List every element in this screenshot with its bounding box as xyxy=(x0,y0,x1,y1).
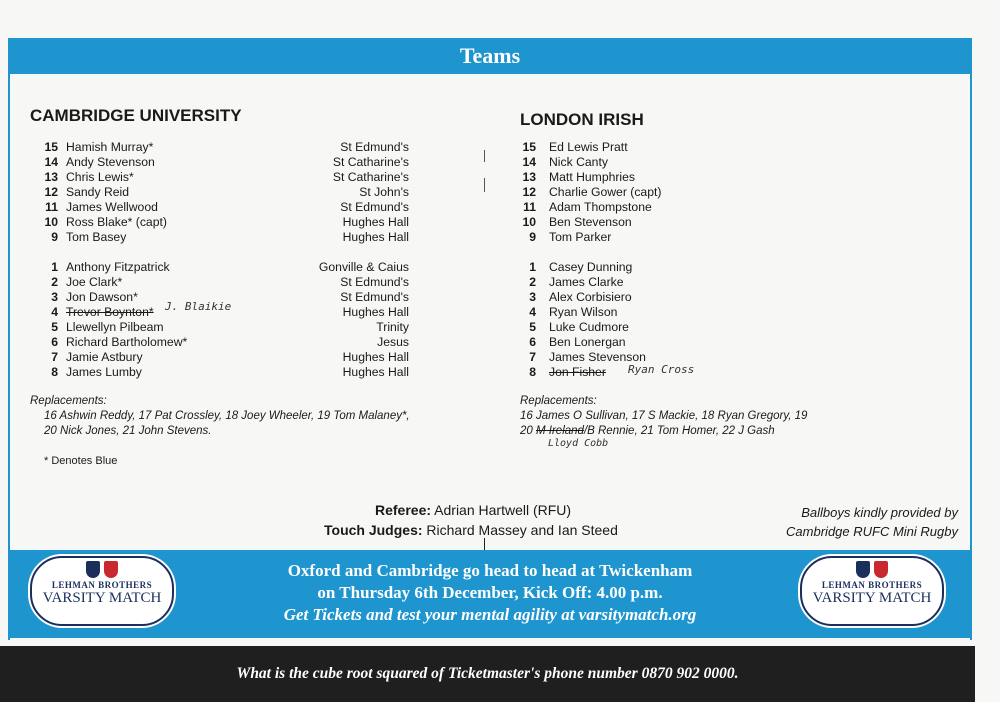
player-number: 1 xyxy=(51,260,58,274)
logo-main-text: VARSITY MATCH xyxy=(42,590,162,606)
cambridge-replacements-line1: 16 Ashwin Reddy, 17 Pat Crossley, 18 Joey Wheeler, 19 Tom Malaney*, xyxy=(44,410,410,422)
player-number: 11 xyxy=(45,200,58,214)
player-name: James Wellwood xyxy=(66,200,158,214)
london-irish-player-row xyxy=(0,170,700,185)
player-number: 5 xyxy=(529,320,536,334)
player-number: 1 xyxy=(529,260,536,274)
player-name: James Clarke xyxy=(549,275,624,289)
london-irish-player-row xyxy=(0,200,700,215)
player-name: Ryan Wilson xyxy=(549,305,618,319)
player-number: 10 xyxy=(522,215,536,229)
player-name: Sandy Reid xyxy=(66,185,130,199)
player-name: Ross Blake* (capt) xyxy=(66,215,167,229)
london-irish-player-row xyxy=(0,290,700,305)
player-name: Andy Stevenson xyxy=(66,155,155,169)
denotes-blue-note: * Denotes Blue xyxy=(44,455,118,467)
london-irish-player-row xyxy=(0,260,700,275)
logo-main-text: VARSITY MATCH xyxy=(812,590,932,606)
player-name: Adam Thompstone xyxy=(549,200,652,214)
player-name: Tom Parker xyxy=(549,230,612,244)
touch-judges-names: Richard Massey and Ian Steed xyxy=(426,522,618,538)
player-number: 4 xyxy=(51,305,58,319)
player-number: 7 xyxy=(51,350,58,364)
player-number: 7 xyxy=(529,350,536,364)
player-number: 6 xyxy=(529,335,536,349)
player-name: Jon Fisher xyxy=(549,365,606,379)
referee-name: Adrian Hartwell (RFU) xyxy=(434,502,572,518)
player-number: 2 xyxy=(51,275,58,289)
player-name: Nick Canty xyxy=(549,155,608,169)
player-college: St John's xyxy=(359,185,409,199)
player-number: 4 xyxy=(529,305,536,319)
player-number: 3 xyxy=(51,290,58,304)
player-college: St Edmund's xyxy=(340,200,409,214)
cambridge-replacements-line2: 20 Nick Jones, 21 John Stevens. xyxy=(44,425,212,437)
handwritten-lloyd-cobb: Lloyd Cobb xyxy=(548,438,609,449)
player-number: 13 xyxy=(522,170,536,184)
london-irish-replacements-line2 xyxy=(520,425,775,437)
promo-line3: Get Tickets and test your mental agility at varsitymatch.org xyxy=(283,605,697,624)
london-irish-player-row xyxy=(0,230,700,245)
london-irish-player-row xyxy=(0,275,700,290)
player-number: 3 xyxy=(529,290,536,304)
rep20-struck-name: M Ireland xyxy=(536,425,584,437)
player-name: Trevor Boynton* xyxy=(66,305,154,319)
player-name: Casey Dunning xyxy=(549,260,633,274)
player-number: 9 xyxy=(529,230,536,244)
player-college: St Catharine's xyxy=(332,170,409,184)
player-name: Joe Clark* xyxy=(66,275,123,289)
player-number: 11 xyxy=(523,200,536,214)
touch-judges-line xyxy=(324,522,618,538)
player-name: Alex Corbisiero xyxy=(549,290,632,304)
london-irish-player-row xyxy=(0,335,700,350)
player-name: James Lumby xyxy=(66,365,142,379)
promo-line1: Oxford and Cambridge go head to head at Twickenham xyxy=(287,561,693,580)
cambridge-team-title: CAMBRIDGE UNIVERSITY xyxy=(30,106,242,125)
player-name: Richard Bartholomew* xyxy=(66,335,188,349)
player-name: Tom Basey xyxy=(66,230,127,244)
player-number: 8 xyxy=(51,365,58,379)
player-college: Hughes Hall xyxy=(342,230,409,244)
rep20-rest: /B Rennie, 21 Tom Homer, 22 J Gash xyxy=(583,425,775,437)
player-name: Jon Dawson* xyxy=(66,290,138,304)
player-college: Trinity xyxy=(376,320,409,334)
london-irish-player-row xyxy=(0,140,700,155)
player-college: Hughes Hall xyxy=(342,350,409,364)
player-college: St Catharine's xyxy=(332,155,409,169)
player-name: Llewellyn Pilbeam xyxy=(66,320,164,334)
player-name: Hamish Murray* xyxy=(66,140,154,154)
logo-sponsor-text: LEHMAN BROTHERS xyxy=(821,580,923,590)
player-number: 14 xyxy=(522,155,536,169)
ballboys-line2: Cambridge RUFC Mini Rugby xyxy=(786,524,958,539)
player-number: 15 xyxy=(522,140,536,154)
ballboys-note xyxy=(700,505,958,539)
player-name: Jamie Astbury xyxy=(66,350,143,364)
player-number: 2 xyxy=(529,275,536,289)
fold-mark xyxy=(484,150,485,162)
player-college: Hughes Hall xyxy=(342,305,409,319)
london-irish-player-row xyxy=(0,185,700,200)
fold-mark xyxy=(484,538,485,550)
referee-line xyxy=(375,502,571,518)
london-irish-player-row xyxy=(0,305,700,320)
handwritten-replacement-4: J. Blaikie xyxy=(165,300,232,313)
london-irish-player-row xyxy=(0,155,700,170)
player-number: 14 xyxy=(44,155,58,169)
player-number: 10 xyxy=(44,215,58,229)
player-number: 5 xyxy=(51,320,58,334)
player-name: Anthony Fitzpatrick xyxy=(66,260,170,274)
london-irish-player-row xyxy=(0,215,700,230)
logo-sponsor-text: LEHMAN BROTHERS xyxy=(51,580,153,590)
cambridge-shield-icon xyxy=(874,561,888,578)
player-name: Ed Lewis Pratt xyxy=(549,140,628,154)
oxford-shield-icon xyxy=(856,561,870,578)
touch-judges-label: Touch Judges: xyxy=(324,522,423,538)
player-name: Charlie Gower (capt) xyxy=(549,185,662,199)
player-number: 6 xyxy=(51,335,58,349)
player-number: 13 xyxy=(44,170,58,184)
referee-label: Referee: xyxy=(375,502,432,518)
london-irish-player-row xyxy=(0,365,700,380)
oxford-shield-icon xyxy=(86,561,100,578)
player-number: 15 xyxy=(44,140,58,154)
ballboys-line1: Ballboys kindly provided by xyxy=(801,505,958,520)
player-name: James Stevenson xyxy=(549,350,646,364)
varsity-match-logo-left xyxy=(30,556,174,626)
player-number: 12 xyxy=(522,185,536,199)
player-name: Chris Lewis* xyxy=(66,170,134,184)
london-irish-replacements-line1: 16 James O Sullivan, 17 S Mackie, 18 Ryan Gregory, 19 xyxy=(520,410,808,422)
player-college: St Edmund's xyxy=(340,290,409,304)
player-number: 12 xyxy=(44,185,58,199)
player-college: Hughes Hall xyxy=(342,215,409,229)
cambridge-shield-icon xyxy=(104,561,118,578)
cambridge-replacements-label: Replacements: xyxy=(30,395,107,407)
player-name: Ben Stevenson xyxy=(549,215,632,229)
handwritten-replacement-8: Ryan Cross xyxy=(628,363,695,376)
rep20-num: 20 xyxy=(520,425,533,437)
player-name: Matt Humphries xyxy=(549,170,636,184)
london-irish-player-row xyxy=(0,350,700,365)
london-irish-team-title: LONDON IRISH xyxy=(520,110,644,129)
player-college: Gonville & Caius xyxy=(318,260,409,274)
london-irish-player-row xyxy=(0,320,700,335)
fold-mark xyxy=(484,178,485,192)
promo-line2: on Thursday 6th December, Kick Off: 4.00 p.m. xyxy=(317,583,663,602)
london-irish-replacements-label: Replacements: xyxy=(520,395,597,407)
player-college: St Edmund's xyxy=(340,275,409,289)
player-number: 9 xyxy=(51,230,58,244)
player-name: Ben Lonergan xyxy=(549,335,626,349)
footer-question: What is the cube root squared of Ticketmaster's phone number 0870 902 0000. xyxy=(236,665,739,682)
varsity-match-logo-right xyxy=(800,556,944,626)
player-number: 8 xyxy=(529,365,536,379)
page-title: Teams xyxy=(459,43,521,68)
player-college: St Edmund's xyxy=(340,140,409,154)
player-college: Jesus xyxy=(377,335,409,349)
player-college: Hughes Hall xyxy=(342,365,409,379)
player-name: Luke Cudmore xyxy=(549,320,629,334)
